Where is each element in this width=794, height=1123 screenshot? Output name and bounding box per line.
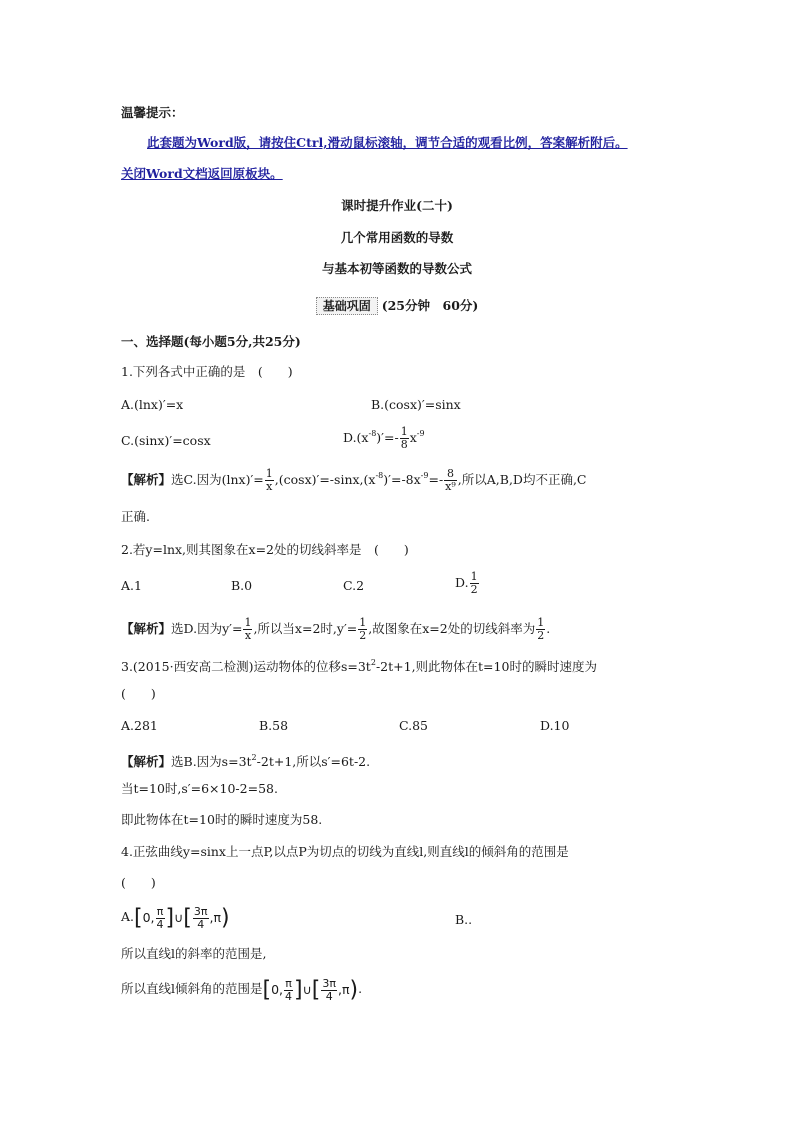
q3-option-b: B.58: [259, 718, 289, 733]
page-title-1: 课时提升作业(二十): [341, 198, 453, 213]
q1-option-b: B.(cosx)′=sinx: [371, 397, 461, 412]
q1-stem: 1.下列各式中正确的是 ( ): [121, 364, 293, 379]
q3-stem-line2: ( ): [121, 686, 156, 701]
q3-option-a: A.281: [121, 718, 158, 733]
q3-answer: 【解析】选B.因为$s=3t^2-2t+1$,所以s′=6t-2.: [121, 753, 371, 769]
q4-stem-line2: ( ): [121, 875, 156, 890]
page-title-3: 与基本初等函数的导数公式: [321, 261, 472, 276]
q1-option-c: C.(sinx)′=cosx: [121, 433, 211, 448]
q2-option-c: C.2: [343, 578, 365, 593]
q4-slope-line: 所以直线l的斜率的范围是,: [121, 946, 267, 961]
q3-option-d: D.10: [540, 718, 570, 733]
q2-stem: 2.若y=lnx,则其图象在x=2处的切线斜率是 ( ): [121, 542, 409, 557]
notice-line2[interactable]: 关闭Word文档返回原板块。: [121, 166, 283, 181]
q4-range-a: [0, $\frac{\pi}{4}$ ]∪[ $\frac{3\pi}{4}$ ,π): [134, 904, 230, 931]
q1-d-fraction: $\frac{1}{8}$: [400, 425, 408, 451]
q2-answer: 【解析】选D.因为y′= $\frac{1}{x}$ ,所以当x=2时,y′= $\frac{1}{2}$ ,故图象在x=2处的切线斜率为 $\frac{1}{2}$ .: [121, 616, 551, 642]
q4-option-a: A.[0, $\frac{\pi}{4}$ ]∪[ $\frac{3\pi}{4}$ ,π): [121, 904, 230, 931]
q3-answer-line3: 即此物体在t=10时的瞬时速度为58.: [121, 812, 323, 827]
q2-option-d: D. $\frac{1}{2}$: [455, 570, 478, 596]
q1-option-d: $D.(x^{-8})'=-$ $\frac{1}{8}$ $x^{-9}$: [343, 425, 425, 451]
q2-option-b: B.0: [231, 578, 253, 593]
section-badge: 基础巩固: [316, 297, 378, 315]
section-heading: 一、选择题(每小题5分,共25分): [121, 334, 301, 349]
q3-stem: 3.(2015·西安高二检测)运动物体的位移$s=3t^2-2t+1$,则此物体在t=10时的瞬时速度为: [121, 658, 597, 674]
badge-row: [0, 297, 794, 315]
answer-tag: 【解析】: [121, 472, 172, 487]
q4-range-line: 所以直线l倾斜角的范围是[0, $\frac{\pi}{4}$ ]∪[ $\frac{3\pi}{4}$ ,π).: [121, 976, 363, 1003]
answer-tag: 【解析】: [121, 754, 172, 769]
q1-option-a: A.(lnx)′=x: [121, 397, 184, 412]
q1-answer-line2: 正确.: [121, 509, 150, 524]
q2-option-a: A.1: [121, 578, 142, 593]
notice-line1[interactable]: 此套题为Word版，请按住Ctrl,滑动鼠标滚轴，调节合适的观看比例，答案解析附后。: [147, 135, 628, 150]
q4-option-b: B..: [455, 912, 473, 927]
q4-stem: 4.正弦曲线y=sinx上一点P,以点P为切点的切线为直线l,则直线l的倾斜角的范围是: [121, 844, 569, 859]
time-score: (25分钟 60分): [381, 298, 479, 313]
q3-answer-line2: 当t=10时,s′=6×10-2=58.: [121, 781, 278, 796]
notice-title: 温馨提示：: [121, 105, 184, 120]
q1-answer: 【解析】选C.因为(lnx)′= $\frac{1}{x}$ $,(\cos x)'=-\sin x,(x^{-8})'=-8x^{-9}=-$ $\frac{8}{\text{x⁹}}$ ,所以A,B,D均不正确,C: [121, 467, 587, 493]
answer-tag: 【解析】: [121, 621, 172, 636]
page-title-2: 几个常用函数的导数: [340, 230, 454, 245]
q4-range-answer: [0, $\frac{\pi}{4}$ ]∪[ $\frac{3\pi}{4}$ ,π): [262, 976, 359, 1003]
q3-option-c: C.85: [399, 718, 428, 733]
